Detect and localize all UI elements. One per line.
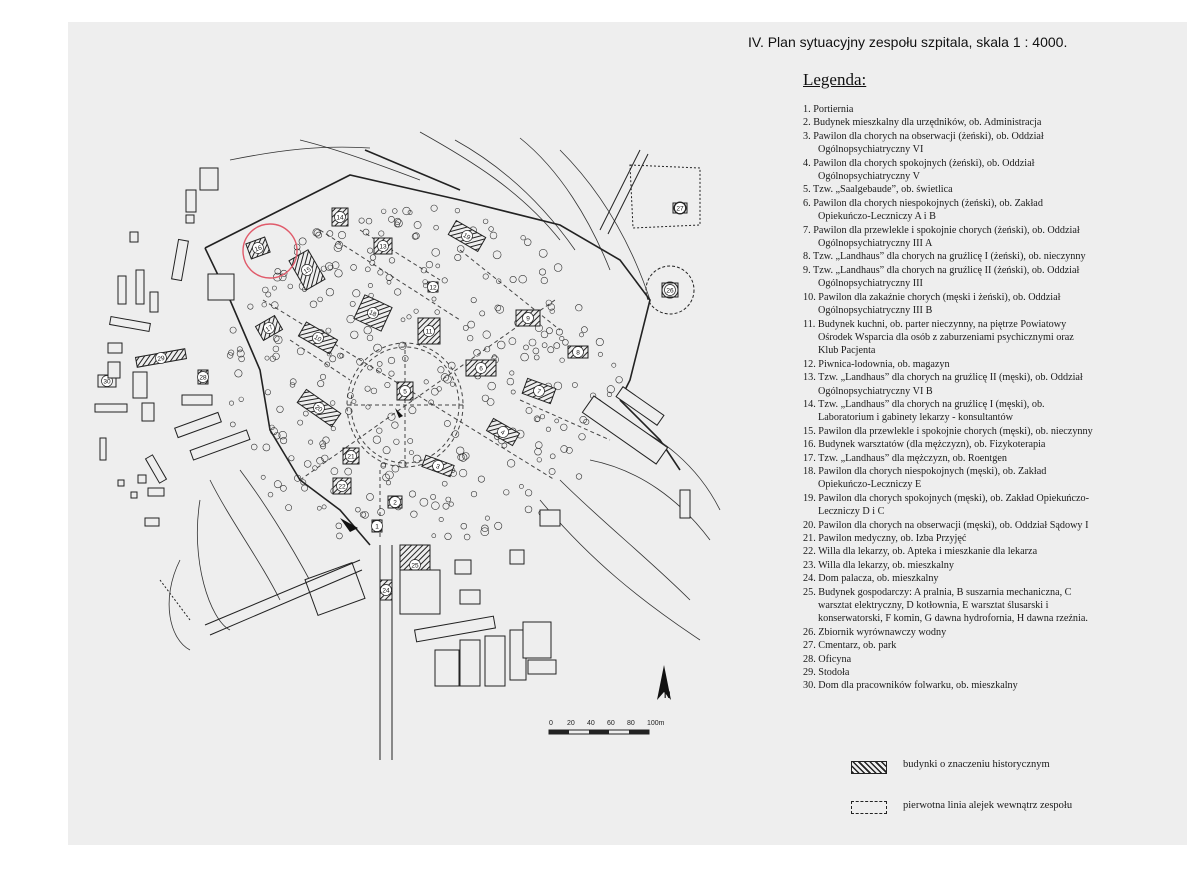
building-number-label: 20 <box>313 403 324 414</box>
building-8 <box>568 346 588 358</box>
building-number-label: 25 <box>411 562 419 570</box>
legend-item: 12. Piwnica-lodownia, ob. magazyn <box>803 358 950 370</box>
legend-item: 10. Pawilon dla zakaźnie chorych (męski i żeński), ob. Oddział Ogólnopsychiatryczny III B <box>803 291 1061 317</box>
legend-item: 7. Pawilon dla przewlekle i spokojnie chorych (żeński), ob. Oddział Ogólnopsychiatryczny III A <box>803 224 1080 250</box>
scale-tick-label: 100m <box>647 720 665 727</box>
building-number-label: 6 <box>479 365 483 373</box>
legend-item: 14. Tzw. „Landhaus” dla chorych na gruźlicę I (męski), ob. Laboratorium i gabinety lekarzy - konsultantów <box>803 398 1045 424</box>
access-roads <box>160 150 648 760</box>
building-number-label: 26 <box>666 287 674 295</box>
legend-item: 4. Pawilon dla chorych spokojnych (żeński), ob. Oddział Ogólnopsychiatryczny V <box>803 157 1035 183</box>
legend-item: 22. Willa dla lekarzy, ob. Apteka i mieszkanie dla lekarza <box>803 546 1038 558</box>
legend-item: 8. Tzw. „Landhaus” dla chorych na gruźlicę I (żeński), ob. nieczynny <box>803 251 1086 263</box>
building-13 <box>374 238 392 254</box>
building-21 <box>343 448 359 464</box>
legend-item: 13. Tzw. „Landhaus” dla chorych na gruźlicę II (męski), ob. Oddział Ogólnopsychiatryczny VI B <box>803 372 1083 397</box>
building-6 <box>466 360 496 376</box>
building-22 <box>333 478 351 494</box>
building-number-label: 1 <box>375 523 379 531</box>
building-28 <box>198 370 209 384</box>
building-number-label: 29 <box>157 354 166 364</box>
building-29 <box>135 348 186 368</box>
building-15 <box>289 250 325 290</box>
building-number-label: 27 <box>676 205 684 213</box>
building-number-label: 9 <box>526 315 530 323</box>
building-14 <box>332 208 348 226</box>
cemetery-27 <box>630 165 700 228</box>
building-number-label: 22 <box>338 483 346 491</box>
building-number-label: 10 <box>312 334 323 344</box>
building-number-label: 3 <box>434 463 441 471</box>
scale-tick-label: 0 <box>549 720 553 727</box>
entrance-arrows <box>340 408 403 532</box>
building-11 <box>418 318 440 344</box>
scale-bar <box>549 730 649 734</box>
building-26 <box>662 283 678 297</box>
building-number-label: 16 <box>253 244 263 254</box>
legend-item: 23. Willa dla lekarzy, ob. mieszkalny <box>803 559 954 571</box>
legend-item: 3. Pawilon dla chorych na obserwacji (żeński), ob. Oddział Ogólnopsychiatryczny VI <box>803 130 1044 156</box>
building-number-label: 30 <box>103 378 111 386</box>
building-number-label: 13 <box>379 243 387 251</box>
building-7 <box>522 378 556 403</box>
legend-item: 6. Pawilon dla chorych niespokojnych (żeński), ob. Zakład Opiekuńczo-Leczniczy A i B <box>803 197 1043 223</box>
legend-item: 29. Stodoła <box>803 667 850 679</box>
scale-tick-label: 40 <box>587 720 595 727</box>
north-label: N <box>664 690 671 700</box>
terrain-contours <box>169 132 720 650</box>
legend-item: 19. Pawilon dla chorych spokojnych (męski), ob. Zakład Opiekuńczo-Leczniczy D i C <box>803 492 1090 518</box>
building-number-label: 15 <box>302 266 313 276</box>
legend-item: 5. Tzw. „Saalgebaude”, ob. świetlica <box>803 184 953 196</box>
building-number-label: 12 <box>429 284 437 292</box>
building-number-label: 8 <box>576 349 580 357</box>
building-18 <box>354 295 392 331</box>
building-19 <box>448 221 485 252</box>
building-9 <box>516 310 540 326</box>
legend-item: 16. Budynek warsztatów (dla mężczyzn), ob. Fizykoterapia <box>803 439 1046 451</box>
building-number-label: 24 <box>382 587 390 595</box>
building-16 <box>246 237 270 259</box>
legend-item: 27. Cmentarz, ob. park <box>803 640 897 652</box>
hospital-boundary <box>205 150 680 545</box>
building-number-label: 21 <box>347 453 355 461</box>
legend-list <box>803 103 1093 693</box>
building-number-label: 4 <box>499 428 506 437</box>
legend-item: 17. Tzw. „Landhaus” dla mężczyzn, ob. Roentgen <box>803 452 1007 464</box>
building-24 <box>380 580 392 600</box>
historic-building-label: budynki o znaczeniu historycznym <box>903 759 1050 770</box>
legend-item: 24. Dom palacza, ob. mieszkalny <box>803 573 939 585</box>
alley-line-swatch <box>851 801 887 814</box>
building-number-label: 28 <box>199 374 207 382</box>
building-number-label: 2 <box>393 499 397 507</box>
historic-building-swatch <box>851 761 887 774</box>
tree-symbols <box>227 205 622 540</box>
legend-item: 30. Dom dla pracowników folwarku, ob. mieszkalny <box>803 680 1018 692</box>
building-number-label: 19 <box>461 232 472 242</box>
scale-tick-label: 20 <box>567 720 575 727</box>
legend-item: 18. Pawilon dla chorych niespokojnych (męski), ob. Zakład Opiekuńczo-Leczniczy E <box>803 465 1047 491</box>
page-title: IV. Plan sytuacyjny zespołu szpitala, skala 1 : 4000. <box>748 34 1068 50</box>
legend-item: 9. Tzw. „Landhaus” dla chorych na gruźlicę II (żeński), ob. Oddział Ogólnopsychiatryczny III <box>803 264 1080 290</box>
building-20 <box>297 389 341 426</box>
building-number-label: 11 <box>425 328 433 336</box>
building-number-label: 5 <box>403 388 407 396</box>
legend-item: 21. Pawilon medyczny, ob. Izba Przyjęć <box>803 533 967 544</box>
legend-heading: Legenda: <box>803 70 867 89</box>
legend-item: 25. Budynek gospodarczy: A pralnia, B suszarnia mechaniczna, C warsztat elektryczny, D kotłownia, E warsztat ślusarski i konserwatorski, F komin, G dawna hydrofornia, H dawna rzeźnia. <box>803 586 1088 625</box>
building-number-label: 18 <box>367 309 378 319</box>
building-3 <box>422 455 454 477</box>
legend-item: 1. Portiernia <box>803 104 854 115</box>
building-5 <box>397 382 413 400</box>
building-number-label: 17 <box>264 324 275 334</box>
legend-item: 15. Pawilon dla przewlekle i spokojnie chorych (męski), ob. nieczynny <box>803 425 1093 437</box>
legend-item: 28. Oficyna <box>803 653 852 665</box>
legend-item: 2. Budynek mieszkalny dla urzędników, ob. Administracja <box>803 117 1042 129</box>
building-2 <box>388 496 402 508</box>
building-12 <box>428 282 439 293</box>
legend-item: 11. Budynek kuchni, ob. parter nieczynny, na piętrze Powiatowy Ośrodek Wsparcia dla osób z zaburzeniami psychicznymi oraz Klub Pacjenta <box>803 318 1074 357</box>
legend-item: 26. Zbiornik wyrównawczy wodny <box>803 626 947 638</box>
scale-tick-label: 60 <box>607 720 615 727</box>
building-1 <box>372 520 383 532</box>
alley-line-label: pierwotna linia alejek wewnątrz zespołu <box>903 800 1073 811</box>
building-4 <box>487 418 520 445</box>
scale-tick-label: 80 <box>627 720 635 727</box>
legend-item: 20. Pawilon dla chorych na obserwacji (męski), ob. Oddział Sądowy I <box>803 519 1089 531</box>
building-number-label: 7 <box>535 388 542 396</box>
building-number-label: 14 <box>336 214 344 222</box>
